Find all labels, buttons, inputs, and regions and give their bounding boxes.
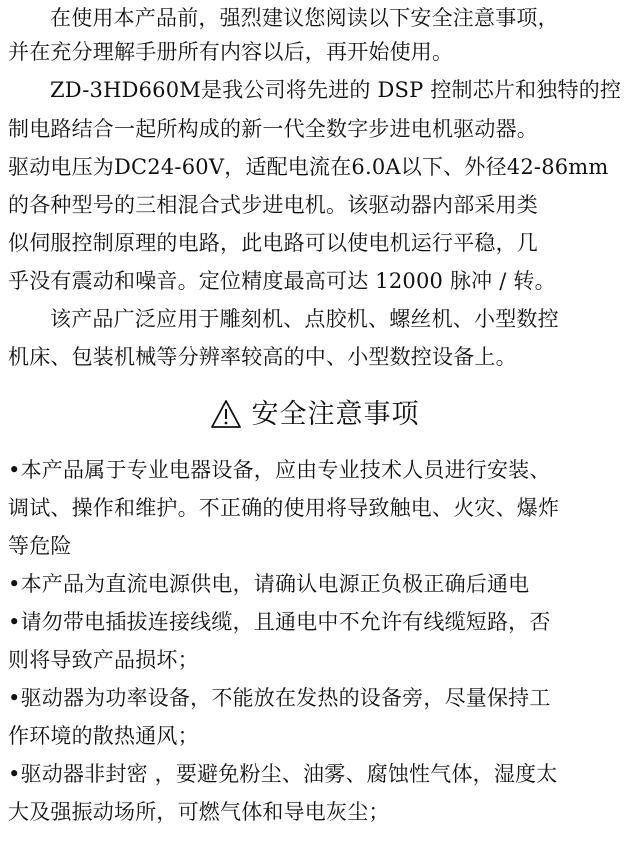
intro-p3-line-2: 机床、包装机械等分辨率较高的中、小型数控设备上。 bbox=[8, 345, 517, 369]
intro-p2-line-4: 的各种型号的三相混合式步进电机。该驱动器内部采用类 bbox=[8, 193, 538, 217]
safety-item-2-line-1: •本产品为直流电源供电，请确认电源正负极正确后通电 bbox=[8, 572, 530, 596]
intro-p2-line-6: 乎没有震动和噪音。定位精度最高可达 12000 脉冲 / 转。 bbox=[8, 269, 556, 293]
safety-item-3-line-1: •请勿带电插拔连接线缆，且通电中不允许有线缆短路，否 bbox=[8, 610, 551, 634]
intro-p1-line-2: 并在充分理解手册所有内容以后，再开始使用。 bbox=[8, 40, 454, 64]
safety-title: 安全注意事项 bbox=[251, 399, 420, 430]
safety-item-3-line-2: 则将导致产品损坏； bbox=[8, 648, 199, 672]
safety-item-1-line-3: 等危险 bbox=[8, 534, 72, 558]
safety-item-5-line-2: 大及强振动场所，可燃气体和导电灰尘； bbox=[8, 800, 390, 824]
safety-item-4-line-1: •驱动器为功率设备，不能放在发热的设备旁，尽量保持工 bbox=[8, 686, 551, 710]
safety-item-1-line-2: 调试、操作和维护。不正确的使用将导致触电、火灾、爆炸 bbox=[8, 496, 560, 520]
safety-item-4-line-2: 作环境的散热通风； bbox=[8, 724, 199, 748]
safety-heading bbox=[0, 393, 629, 443]
intro-p2-line-5: 似伺服控制原理的电路，此电路可以使电机运行平稳，几 bbox=[8, 231, 538, 255]
warning-triangle-icon bbox=[210, 399, 242, 443]
intro-p2-line-1: ZD-3HD660M是我公司将先进的 DSP 控制芯片和独特的控 bbox=[50, 78, 622, 102]
safety-item-1-line-1: •本产品属于专业电器设备，应由专业技术人员进行安装、 bbox=[8, 458, 551, 482]
intro-p2-line-3: 驱动电压为DC24-60V，适配电流在6.0A以下、外径42-86mm bbox=[8, 155, 609, 179]
intro-p2-line-2: 制电路结合一起所构成的新一代全数字步进电机驱动器。 bbox=[8, 117, 538, 141]
safety-item-5-line-1: •驱动器非封密 ，要避免粉尘、油雾、腐蚀性气体，湿度太 bbox=[8, 762, 558, 786]
intro-p3-line-1: 该产品广泛应用于雕刻机、点胶机、螺丝机、小型数控 bbox=[50, 307, 559, 331]
intro-p1-line-1: 在使用本产品前，强烈建议您阅读以下安全注意事项， bbox=[50, 6, 559, 30]
